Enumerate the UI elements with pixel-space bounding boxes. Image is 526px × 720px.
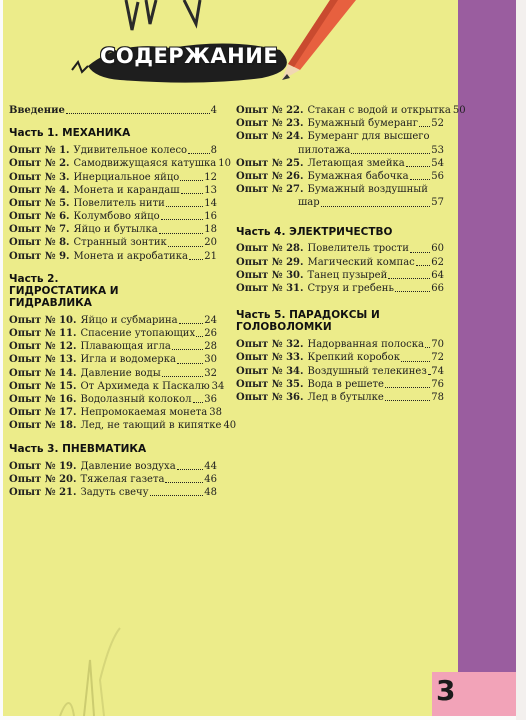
entry-number: Опыт № 12. [9,341,77,353]
entry-page: 20 [204,237,217,249]
entry-page: 8 [210,145,217,157]
entry-title: Магический компас [307,256,415,268]
entry-page: 12 [204,171,217,183]
entry-number: Опыт № 19. [9,460,77,472]
toc-leader [166,205,203,207]
toc-leader [385,386,430,388]
toc-entry[interactable] [9,237,217,250]
toc-entry[interactable] [236,351,444,364]
toc-entry[interactable] [9,327,217,340]
entry-title: Спасение утопающих [80,328,196,340]
entry-page: 62 [431,256,444,268]
entry-page: 34 [211,380,225,392]
toc-leader [181,192,204,194]
toc-entry[interactable] [236,130,444,143]
entry-number: Опыт № 9. [9,250,70,262]
toc-entry[interactable] [9,367,217,380]
toc-entry[interactable] [9,171,217,184]
entry-title: От Архимеда к Паскалю [80,380,210,392]
toc-intro[interactable] [9,104,217,117]
entry-page: 54 [431,157,444,169]
contents-left-column [9,104,237,499]
toc-leader [410,251,430,253]
toc-entry[interactable] [9,340,217,353]
toc-entry[interactable] [236,183,444,196]
entry-number: Опыт № 29. [236,256,304,268]
toc-leader [188,152,210,154]
entry-number: Опыт № 10. [9,314,77,326]
section-list [236,338,444,404]
toc-entry[interactable] [236,256,444,269]
entry-number: Опыт № 22. [236,104,304,116]
toc-entry[interactable] [9,419,237,432]
toc-page: 4 [210,104,217,116]
section-list [9,314,237,433]
toc-entry[interactable] [236,104,466,117]
entry-title: пилотажа [298,144,351,156]
entry-number: Опыт № 35. [236,378,304,390]
entry-title: Плавающая игла [80,341,171,353]
entry-title: Тяжелая газета [80,473,165,485]
toc-leader [428,373,430,375]
section-heading: Часть 4. ЭЛЕКТРИЧЕСТВО [236,225,393,238]
entry-page: 32 [204,367,217,379]
toc-leader [159,232,204,234]
entry-number: Опыт № 17. [9,407,77,419]
section-list [9,460,217,500]
entry-page: 30 [204,354,217,366]
toc-entry[interactable] [9,314,217,327]
toc-entry[interactable] [9,157,232,170]
entry-page: 28 [204,341,217,353]
entry-number: Опыт № 5. [9,197,70,209]
toc-entry-continued[interactable] [236,144,444,157]
entry-number: Опыт № 27. [236,184,304,196]
signature-mark [72,62,88,72]
section-heading: Часть 2. ГИДРОСТАТИКА И ГИДРАВЛИКА [9,272,119,309]
entry-title: Удивительное колесо [73,145,188,157]
toc-entry[interactable] [9,486,217,499]
entry-title: Вода в решете [307,378,384,390]
toc-leader [66,112,210,114]
toc-leader [180,179,203,181]
entry-title: Колумбово яйцо [73,211,160,223]
entry-number: Опыт № 33. [236,352,304,364]
entry-page: 56 [431,170,444,182]
entry-number: Опыт № 21. [9,486,77,498]
entry-title: Игла и водомерка [80,354,176,366]
entry-page: 52 [431,118,444,130]
entry-title: Крепкий коробок [307,352,400,364]
toc-entry[interactable] [236,269,444,282]
page-number: 3 [436,674,456,707]
entry-page: 13 [204,184,217,196]
entry-page: 48 [204,486,217,498]
entry-title: Яйцо и бутылка [73,224,158,236]
brush-stroke-1 [126,0,138,30]
entry-number: Опыт № 23. [236,118,304,130]
toc-entry[interactable] [9,473,217,486]
entry-page: 26 [204,328,217,340]
entry-number: Опыт № 24. [236,131,304,143]
toc-entry[interactable] [236,391,444,404]
toc-leader [168,245,203,247]
entry-page: 24 [204,314,217,326]
toc-leader [395,290,430,292]
toc-entry[interactable] [236,117,444,130]
section-list [236,104,466,210]
toc-leader [410,178,431,180]
toc-leader [425,346,430,348]
entry-title: Надорванная полоска [307,339,424,351]
entry-page: 70 [431,339,444,351]
toc-label: Введение [9,104,65,116]
entry-number: Опыт № 3. [9,171,70,183]
entry-title: Лед в бутылке [307,391,384,403]
toc-entry[interactable] [9,144,217,157]
toc-entry[interactable] [9,250,217,263]
side-stripe [458,0,516,716]
entry-title: Непромокаемая монета [80,407,208,419]
toc-leader [401,360,430,362]
entry-page: 57 [431,197,444,209]
entry-page: 14 [204,197,217,209]
toc-leader [416,264,431,266]
entry-page: 10 [218,158,232,170]
entry-title: Бумажный бумеранг [307,118,418,130]
toc-leader [161,218,204,220]
entry-page: 53 [431,144,444,156]
toc-leader [385,399,430,401]
entry-page: 40 [223,420,237,432]
sketch-decoration [30,620,150,716]
entry-page: 50 [452,104,466,116]
toc-leader [179,322,204,324]
entry-title: Странный зонтик [73,237,167,249]
entry-title: Инерциальное яйцо [73,171,180,183]
entry-title: Монета и карандаш [73,184,180,196]
entry-title: шар [298,197,320,209]
entry-page: 60 [431,243,444,255]
entry-number: Опыт № 26. [236,170,304,182]
toc-entry[interactable] [9,393,217,406]
toc-leader [388,277,430,279]
entry-title: Водолазный колокол [80,393,192,405]
toc-entry[interactable] [9,223,217,236]
toc-entry[interactable] [236,170,444,183]
entry-title: Бумажная бабочка [307,170,409,182]
toc-leader [165,481,203,483]
entry-title: Давление воздуха [80,460,176,472]
toc-entry[interactable] [236,282,444,295]
toc-entry[interactable] [9,353,217,366]
toc-entry[interactable] [9,460,217,473]
entry-number: Опыт № 28. [236,243,304,255]
entry-number: Опыт № 1. [9,145,70,157]
entry-number: Опыт № 4. [9,184,70,196]
toc-entry-continued[interactable] [236,196,444,209]
entry-number: Опыт № 13. [9,354,77,366]
entry-number: Опыт № 32. [236,339,304,351]
section-list [9,144,232,263]
entry-page: 46 [204,473,217,485]
entry-number: Опыт № 7. [9,224,70,236]
entry-page: 44 [204,460,217,472]
entry-number: Опыт № 31. [236,283,304,295]
entry-number: Опыт № 6. [9,211,70,223]
entry-number: Опыт № 34. [236,365,304,377]
entry-title: Повелитель нити [73,197,165,209]
contents-title: СОДЕРЖАНИЕ [100,44,279,68]
section-list [236,243,444,296]
entry-number: Опыт № 25. [236,157,304,169]
entry-number: Опыт № 11. [9,328,77,340]
toc-leader [177,468,204,470]
brush-stroke-3 [184,0,200,24]
toc-leader [162,375,204,377]
toc-leader [419,125,430,127]
entry-number: Опыт № 14. [9,367,77,379]
toc-entry[interactable] [9,184,217,197]
toc-leader [406,165,431,167]
entry-number: Опыт № 36. [236,391,304,403]
toc-entry[interactable] [9,210,217,223]
toc-leader [193,401,204,403]
toc-entry[interactable] [236,338,444,351]
toc-entry[interactable] [236,378,444,391]
entry-title: Яйцо и субмарина [80,314,178,326]
entry-number: Опыт № 8. [9,237,70,249]
toc-entry[interactable] [9,406,222,419]
entry-page: 18 [204,224,217,236]
toc-leader [189,258,203,260]
entry-title: Струя и гребень [307,283,394,295]
entry-page: 16 [204,211,217,223]
page-edge [516,0,526,720]
entry-page: 38 [209,407,222,419]
brush-stroke-2 [146,0,156,24]
entry-title: Летающая змейка [307,157,405,169]
entry-title: Танец пузырей [307,269,388,281]
toc-entry[interactable] [236,243,444,256]
entry-page: 74 [431,365,444,377]
entry-title: Давление воды [80,367,161,379]
entry-title: Повелитель трости [307,243,409,255]
entry-title: Лед, не тающий в кипятке [80,420,222,432]
entry-title: Самодвижущаяся катушка [73,158,217,170]
entry-title: Стакан с водой и открытка [307,104,451,116]
toc-entry[interactable] [236,365,444,378]
entry-title: Задуть свечу [80,486,149,498]
contents-right-column [236,104,466,404]
section-heading: Часть 3. ПНЕВМАТИКА [9,442,147,455]
toc-leader [321,205,431,207]
toc-leader [196,335,203,337]
entry-page: 36 [204,393,217,405]
toc-leader [177,362,203,364]
entry-title: Монета и акробатика [73,250,188,262]
entry-title: Воздушный телекинез [307,365,427,377]
toc-leader [351,152,430,154]
entry-number: Опыт № 20. [9,473,77,485]
toc-entry[interactable] [9,380,225,393]
entry-number: Опыт № 30. [236,269,304,281]
entry-number: Опыт № 18. [9,420,77,432]
entry-page: 66 [431,283,444,295]
entry-title: Бумеранг для высшего [307,131,430,143]
toc-leader [150,494,204,496]
entry-page: 76 [431,378,444,390]
toc-leader [172,348,203,350]
entry-page: 64 [431,269,444,281]
pencil-icon [282,0,356,80]
entry-number: Опыт № 2. [9,158,70,170]
section-heading: Часть 1. МЕХАНИКА [9,127,131,140]
entry-page: 72 [431,352,444,364]
entry-page: 78 [431,391,444,403]
toc-entry[interactable] [236,157,444,170]
toc-entry[interactable] [9,197,217,210]
entry-number: Опыт № 15. [9,380,77,392]
section-heading: Часть 5. ПАРАДОКСЫ И ГОЛОВОЛОМКИ [236,309,380,334]
entry-title: Бумажный воздушный [307,184,428,196]
entry-page: 21 [204,250,217,262]
entry-number: Опыт № 16. [9,393,77,405]
